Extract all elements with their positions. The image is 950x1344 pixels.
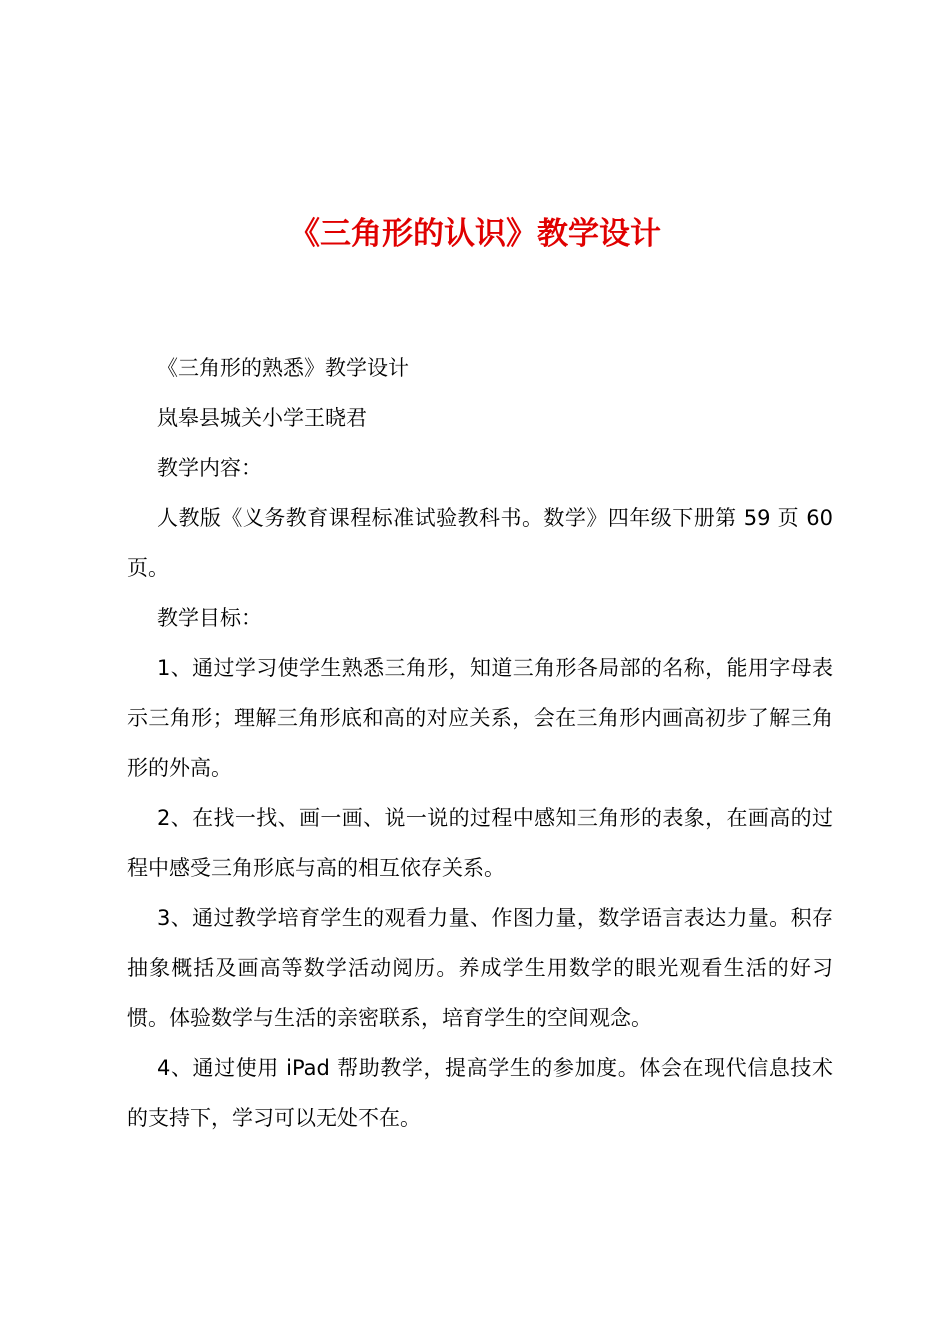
document-title: 《三角形的认识》教学设计 bbox=[289, 216, 661, 252]
section-heading-content: 教学内容： bbox=[157, 456, 262, 480]
objective-paragraph-4: 4、通过使用 iPad 帮助教学，提高学生的参加度。体会在现代信息技术的支持下，学习可以无处不在。 bbox=[127, 1056, 833, 1130]
section-heading-objectives: 教学目标： bbox=[157, 606, 262, 630]
objective-paragraph-2: 2、在找一找、画一画、说一说的过程中感知三角形的表象，在画高的过程中感受三角形底与高的相互依存关系。 bbox=[127, 806, 833, 880]
content-paragraph: 人教版《义务教育课程标准试验教科书。数学》四年级下册第 59 页 60 页。 bbox=[127, 506, 833, 580]
objective-paragraph-1: 1、通过学习使学生熟悉三角形，知道三角形各局部的名称，能用字母表示三角形；理解三角形底和高的对应关系，会在三角形内画高初步了解三角形的外高。 bbox=[127, 656, 833, 780]
document-body bbox=[127, 343, 833, 1143]
subtitle-paragraph: 《三角形的熟悉》教学设计 bbox=[157, 356, 409, 380]
author-paragraph: 岚皋县城关小学王晓君 bbox=[157, 406, 367, 430]
objective-paragraph-3: 3、通过教学培育学生的观看力量、作图力量，数学语言表达力量。积存抽象概括及画高等数学活动阅历。养成学生用数学的眼光观看生活的好习惯。体验数学与生活的亲密联系，培育学生的空间观念。 bbox=[127, 906, 833, 1030]
